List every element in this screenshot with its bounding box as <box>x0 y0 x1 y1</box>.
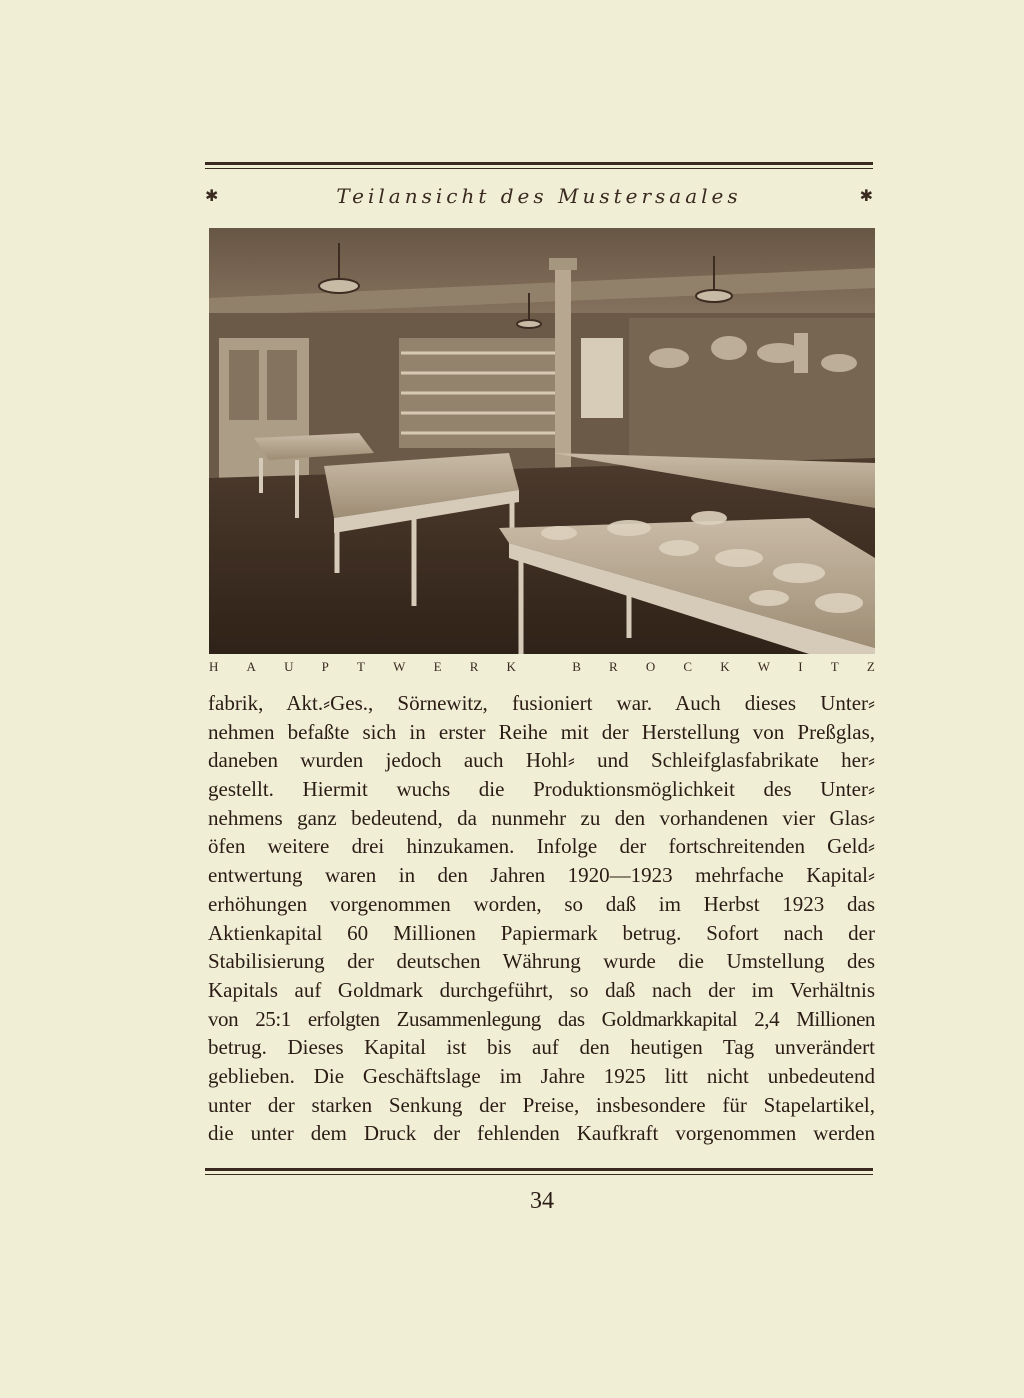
caption-letter: E <box>433 659 442 674</box>
text-line: fabrik, Akt.⸗Ges., Sörnewitz, fusioniert war. Auch dieses Unter⸗ <box>208 691 875 715</box>
caption-letter: P <box>321 659 329 674</box>
text-line: nehmens ganz bedeutend, da nunmehr zu den vorhandenen vier Glas⸗ <box>208 805 875 830</box>
page-number: 34 <box>530 1188 554 1214</box>
photo-caption <box>209 659 875 681</box>
text-line: Stabilisierung der deutschen Währung wurde die Umstellung des <box>208 949 875 974</box>
text-line: erhöhungen vorgenommen worden, so daß im Herbst 1923 das <box>208 891 875 916</box>
text-line: gestellt. Hiermit wuchs die Produktionsmöglichkeit des Unter⸗ <box>208 777 875 802</box>
text-line: unter der starken Senkung der Preise, insbesondere für Stapelartikel, <box>208 1092 875 1117</box>
text-line: öfen weitere drei hinzukamen. Infolge der fortschreitenden Geld⸗ <box>208 834 875 859</box>
showroom-photograph <box>209 228 875 654</box>
photo-illustration <box>209 228 875 654</box>
text-line: von 25:1 erfolgten Zusammenlegung das Goldmarkkapital 2,4 Millionen <box>208 1006 875 1031</box>
caption-letter: K <box>720 659 730 674</box>
text-line: daneben wurden jedoch auch Hohl⸗ und Schleifglasfabrikate her⸗ <box>208 748 875 773</box>
text-line: Aktienkapital 60 Millionen Papiermark betrug. Sofort nach der <box>208 920 875 945</box>
text-line: Kapitals auf Goldmark durchgeführt, so daß nach der im Verhältnis <box>208 977 875 1002</box>
text-line: die unter dem Druck der fehlenden Kaufkraft vorgenommen werden <box>208 1121 875 1146</box>
caption-letter: H <box>209 659 219 674</box>
running-header <box>205 184 873 214</box>
caption-letter: B <box>572 659 581 674</box>
caption-letter: T <box>357 659 365 674</box>
caption-letter: R <box>609 659 618 674</box>
caption-letter: A <box>246 659 256 674</box>
caption-letter: O <box>645 659 656 674</box>
text-line: entwertung waren in den Jahren 1920—1923 mehrfache Kapital⸗ <box>208 863 875 888</box>
caption-letter: I <box>798 659 803 674</box>
caption-letter: U <box>284 659 294 674</box>
caption-letter: K <box>506 659 516 674</box>
body-paragraph <box>208 689 875 1148</box>
text-line: geblieben. Die Geschäftslage im Jahre 1925 litt nicht unbedeutend <box>208 1063 875 1088</box>
bottom-double-rule <box>205 1168 873 1175</box>
ornament-right: ✱ <box>859 186 873 205</box>
caption-letter: T <box>830 659 839 674</box>
caption-letter: C <box>683 659 693 674</box>
caption-letter: W <box>757 659 771 674</box>
text-line: betrug. Dieses Kapital ist bis auf den heutigen Tag unverändert <box>208 1035 875 1060</box>
text-line: nehmen befaßte sich in erster Reihe mit der Herstellung von Preßglas, <box>208 719 875 744</box>
caption-letter: Z <box>866 659 875 674</box>
ornament-left: ✱ <box>205 186 219 205</box>
caption-letter: R <box>469 659 479 674</box>
header-title: Teilansicht des Mustersaales <box>336 184 742 208</box>
top-double-rule <box>205 162 873 169</box>
caption-letter: W <box>393 659 406 674</box>
